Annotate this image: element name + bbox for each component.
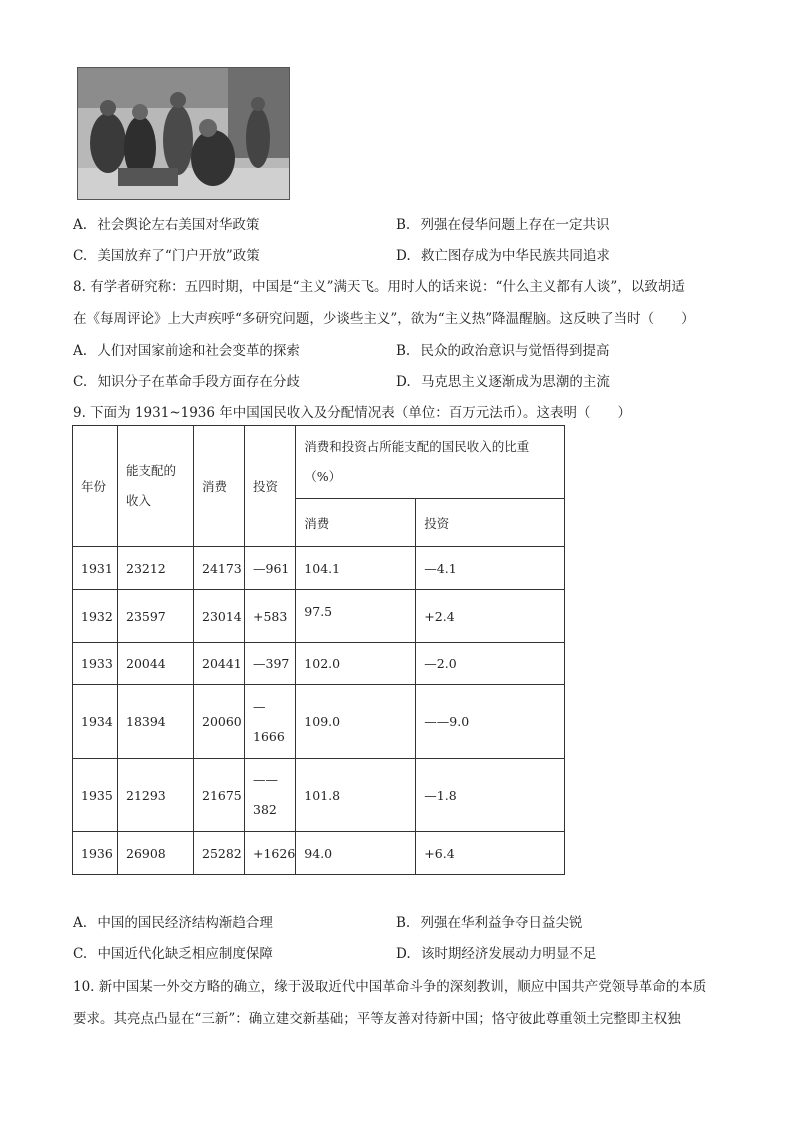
option-text: 中国近代化缺乏相应制度保障 xyxy=(97,946,273,962)
header-income xyxy=(118,426,194,547)
option-text: 人们对国家前途和社会变革的探索 xyxy=(97,343,300,359)
option-text: 美国放弃了“门户开放”政策 xyxy=(97,248,260,264)
q8-option-b[interactable] xyxy=(396,339,610,359)
header-income-line2: 收入 xyxy=(126,493,152,508)
option-text: 马克思主义逐渐成为思潮的主流 xyxy=(420,374,610,390)
table-row xyxy=(73,590,565,643)
header-income-line1: 能支配的 xyxy=(126,463,177,478)
option-text: 列强在侵华问题上存在一定共识 xyxy=(420,217,610,233)
option-text: 列强在华利益争夺日益尖锐 xyxy=(420,915,583,931)
header-invest: 投资 xyxy=(245,426,296,547)
header-ratio-line2: （%） xyxy=(304,469,342,484)
q9-option-d[interactable] xyxy=(396,942,596,962)
income-distribution-table xyxy=(72,425,565,875)
header-ratio xyxy=(296,426,565,499)
option-label: B. xyxy=(396,343,411,359)
table-row xyxy=(73,643,565,685)
cell-year: 1935 xyxy=(73,759,118,832)
cell-invest-line2: 1666 xyxy=(253,728,285,744)
q10-stem-line2: 要求。其亮点凸显在“三新”：确立建交新基础；平等友善对待新中国；恪守彼此尊重领土完整即主权独 xyxy=(73,1011,681,1027)
cell-invest-line1: — xyxy=(253,698,266,714)
cell-income: 20044 xyxy=(118,643,194,685)
q9-option-c[interactable] xyxy=(73,942,273,962)
q7-option-d[interactable] xyxy=(396,244,610,264)
q9-stem: 9. 下面为 1931~1936 年中国国民收入及分配情况表（单位：百万元法币）。这表明（ ） xyxy=(73,405,632,421)
option-label: B. xyxy=(396,915,411,931)
cell-income: 26908 xyxy=(118,832,194,875)
cell-pct-invest: +6.4 xyxy=(416,832,565,875)
option-label: A. xyxy=(73,915,88,931)
cell-consume: 24173 xyxy=(194,547,245,590)
table-row xyxy=(73,547,565,590)
cell-invest: +1626 xyxy=(245,832,296,875)
cell-pct-consume: 94.0 xyxy=(296,832,416,875)
cell-pct-consume: 104.1 xyxy=(296,547,416,590)
cell-income: 23212 xyxy=(118,547,194,590)
cell-invest: —397 xyxy=(245,643,296,685)
historical-illustration xyxy=(77,67,290,200)
cell-income: 23597 xyxy=(118,590,194,643)
q8-stem-line2: 在《每周评论》上大声疾呼“多研究问题，少谈些主义”，欲为“主义热”降温醒脑。这反映了当时（ ） xyxy=(73,311,695,327)
q8-option-c[interactable] xyxy=(73,370,300,390)
cell-pct-consume: 109.0 xyxy=(296,685,416,759)
option-text: 社会舆论左右美国对华政策 xyxy=(97,217,260,233)
q8-stem-line1: 8. 有学者研究称：五四时期，中国是“主义”满天飞。用时人的话来说：“什么主义都有人谈”，以致胡适 xyxy=(73,279,685,295)
q9-option-b[interactable] xyxy=(396,911,583,931)
cell-year: 1934 xyxy=(73,685,118,759)
cell-consume: 21675 xyxy=(194,759,245,832)
cell-pct-invest: —2.0 xyxy=(416,643,565,685)
option-label: B. xyxy=(396,217,411,233)
table-row xyxy=(73,759,565,832)
table-row xyxy=(73,832,565,875)
cell-pct-consume: 97.5 xyxy=(296,590,416,643)
option-label: D. xyxy=(396,248,411,264)
cell-invest: —961 xyxy=(245,547,296,590)
cell-income: 21293 xyxy=(118,759,194,832)
cell-invest xyxy=(245,759,296,832)
cell-pct-invest: —1.8 xyxy=(416,759,565,832)
cell-pct-invest: —4.1 xyxy=(416,547,565,590)
cell-consume: 25282 xyxy=(194,832,245,875)
option-label: D. xyxy=(396,946,411,962)
option-text: 该时期经济发展动力明显不足 xyxy=(420,946,597,962)
cell-year: 1931 xyxy=(73,547,118,590)
option-label: D. xyxy=(396,374,411,390)
cell-pct-consume: 102.0 xyxy=(296,643,416,685)
q7-option-a[interactable] xyxy=(73,213,259,233)
option-text: 中国的国民经济结构渐趋合理 xyxy=(97,915,273,931)
table-header-row xyxy=(73,426,565,499)
header-consume: 消费 xyxy=(194,426,245,547)
option-label: C. xyxy=(73,374,88,390)
cell-consume: 20060 xyxy=(194,685,245,759)
q7-option-c[interactable] xyxy=(73,244,260,264)
option-text: 救亡图存成为中华民族共同追求 xyxy=(420,248,610,264)
cell-invest xyxy=(245,685,296,759)
cell-consume: 23014 xyxy=(194,590,245,643)
option-text: 民众的政治意识与觉悟得到提高 xyxy=(420,343,610,359)
cell-pct-invest: +2.4 xyxy=(416,590,565,643)
cell-consume: 20441 xyxy=(194,643,245,685)
cell-invest: +583 xyxy=(245,590,296,643)
q8-option-a[interactable] xyxy=(73,339,300,359)
cell-year: 1933 xyxy=(73,643,118,685)
header-year: 年份 xyxy=(73,426,118,547)
cell-year: 1932 xyxy=(73,590,118,643)
q10-stem-line1: 10. 新中国某一外交方略的确立，缘于汲取近代中国革命斗争的深刻教训，顺应中国共产党领导革命的本质 xyxy=(73,979,707,995)
header-ratio-consume: 消费 xyxy=(296,499,416,547)
option-label: A. xyxy=(73,343,88,359)
cell-pct-invest: ——9.0 xyxy=(416,685,565,759)
table-row xyxy=(73,685,565,759)
option-label: C. xyxy=(73,248,88,264)
cell-income: 18394 xyxy=(118,685,194,759)
cell-year: 1936 xyxy=(73,832,118,875)
cell-pct-consume: 101.8 xyxy=(296,759,416,832)
cell-invest-line1: —— xyxy=(253,772,278,787)
header-ratio-line1: 消费和投资占所能支配的国民收入的比重 xyxy=(304,439,530,454)
q9-option-a[interactable] xyxy=(73,911,273,931)
q7-option-b[interactable] xyxy=(396,213,610,233)
option-label: A. xyxy=(73,217,88,233)
option-label: C. xyxy=(73,946,88,962)
header-ratio-invest: 投资 xyxy=(416,499,565,547)
cell-invest-line2: 382 xyxy=(253,802,277,817)
option-text: 知识分子在革命手段方面存在分歧 xyxy=(97,374,300,390)
q8-option-d[interactable] xyxy=(396,370,610,390)
illustration-drawing xyxy=(78,68,289,199)
